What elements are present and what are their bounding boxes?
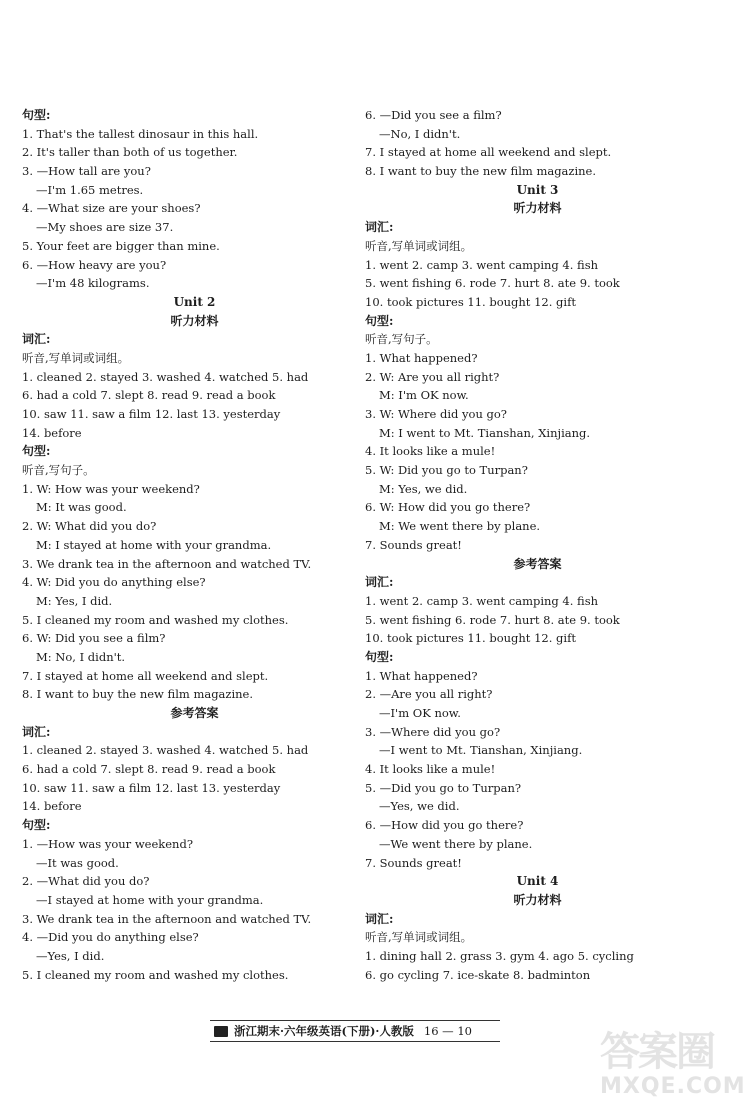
text-line: 2. W: Are you all right? — [365, 369, 500, 384]
text-line: 4. —Did you do anything else? — [22, 930, 199, 945]
text-line: 听音,写单词或词组。 — [365, 238, 473, 253]
text-line: 1. What happened? — [365, 668, 478, 683]
text-line: M: It was good. — [36, 500, 127, 515]
subsection-label: 词汇: — [365, 911, 394, 926]
text-line: 4. W: Did you do anything else? — [22, 575, 206, 590]
subsection-label: 词汇: — [365, 220, 394, 235]
text-line: 5. W: Did you go to Turpan? — [365, 463, 528, 478]
text-line: 3. We drank tea in the afternoon and watched TV. — [22, 556, 312, 571]
text-line: 听音,写单词或词组。 — [365, 930, 473, 945]
text-line: 1. W: How was your weekend? — [22, 481, 200, 496]
text-line: 14. before — [22, 799, 82, 814]
text-line: 10. took pictures 11. bought 12. gift — [365, 294, 576, 309]
text-line: M: No, I didn't. — [36, 649, 126, 664]
subsection-label: 词汇: — [22, 332, 51, 347]
text-line: 4. It looks like a mule! — [365, 762, 496, 777]
subsection-label: 句型: — [22, 444, 51, 459]
text-line: 5. Your feet are bigger than mine. — [22, 238, 220, 253]
text-line: 3. —How tall are you? — [22, 164, 151, 179]
text-line: —Yes, we did. — [379, 799, 460, 814]
text-line: —It was good. — [36, 855, 119, 870]
subsection-label: 句型: — [22, 108, 51, 122]
section-heading: Unit 4 — [516, 874, 559, 889]
text-line: 3. W: Where did you go? — [365, 407, 507, 421]
text-line: 5. —Did you go to Turpan? — [365, 780, 522, 795]
subsection-label: 句型: — [365, 649, 394, 664]
text-line: —No, I didn't. — [379, 126, 461, 141]
text-line: 6. W: How did you go there? — [365, 500, 531, 515]
text-line: —I stayed at home with your grandma. — [36, 892, 264, 907]
subsection-label: 词汇: — [22, 724, 51, 739]
text-line: 4. —What size are your shoes? — [22, 201, 201, 216]
text-line: 2. W: What did you do? — [22, 519, 157, 534]
section-heading: Unit 2 — [173, 294, 216, 309]
section-heading: 听力材料 — [513, 201, 562, 216]
text-line: —Yes, I did. — [36, 948, 105, 963]
watermark — [600, 1029, 746, 1110]
text-line: 1. —How was your weekend? — [22, 836, 193, 851]
text-line: 听音,写句子。 — [22, 463, 95, 478]
text-line: 6. go cycling 7. ice-skate 8. badminton — [365, 967, 591, 982]
section-heading: 参考答案 — [513, 556, 562, 571]
text-line: M: I stayed at home with your grandma. — [36, 537, 272, 552]
text-line: —I'm 1.65 metres. — [36, 182, 144, 197]
subsection-label: 词汇: — [365, 575, 394, 590]
text-line: 6. had a cold 7. slept 8. read 9. read a book — [22, 762, 276, 777]
text-line: 4. It looks like a mule! — [365, 444, 496, 459]
section-heading: 听力材料 — [513, 892, 562, 907]
text-line: 7. I stayed at home all weekend and slept. — [22, 668, 269, 683]
text-line: 10. saw 11. saw a film 12. last 13. yesterday — [22, 407, 281, 421]
subsection-label: 句型: — [22, 818, 51, 833]
text-line: 1. went 2. camp 3. went camping 4. fish — [365, 593, 599, 608]
footer-title: 浙江期末·六年级英语(下册)·人教版 — [234, 1024, 414, 1038]
text-line: 听音,写句子。 — [365, 332, 438, 347]
text-line: —I'm 48 kilograms. — [36, 276, 150, 291]
text-line: 1. cleaned 2. stayed 3. washed 4. watched 5. had — [22, 369, 309, 384]
text-line: 3. —Where did you go? — [365, 724, 501, 739]
left-column — [22, 106, 367, 984]
page-footer — [210, 1020, 500, 1042]
watermark-url: MXQE.COM — [600, 1074, 746, 1099]
text-line: —I went to Mt. Tianshan, Xinjiang. — [379, 743, 583, 758]
text-line: 14. before — [22, 425, 82, 440]
text-line: 10. saw 11. saw a film 12. last 13. yesterday — [22, 780, 281, 795]
text-line: 7. I stayed at home all weekend and slept. — [365, 145, 612, 160]
text-line: 5. went fishing 6. rode 7. hurt 8. ate 9. took — [365, 612, 620, 627]
subsection-label: 句型: — [365, 313, 394, 328]
section-heading: 听力材料 — [170, 313, 219, 328]
text-line: 5. went fishing 6. rode 7. hurt 8. ate 9. took — [365, 276, 620, 291]
book-icon — [214, 1026, 228, 1037]
section-heading: 参考答案 — [170, 706, 219, 720]
text-line: 6. had a cold 7. slept 8. read 9. read a book — [22, 388, 276, 403]
text-line: 6. W: Did you see a film? — [22, 631, 166, 646]
text-line: 6. —Did you see a film? — [365, 108, 502, 122]
text-line: M: We went there by plane. — [379, 519, 541, 534]
text-line: 1. dining hall 2. grass 3. gym 4. ago 5. cycling — [365, 948, 634, 963]
text-line: 2. It's taller than both of us together. — [22, 145, 238, 160]
text-line: 7. Sounds great! — [365, 855, 462, 870]
text-line: 1. What happened? — [365, 350, 478, 365]
text-line: M: I went to Mt. Tianshan, Xinjiang. — [379, 425, 591, 440]
watermark-text: 答案圈 — [600, 1029, 714, 1075]
section-heading: Unit 3 — [516, 182, 559, 197]
text-line: 6. —How did you go there? — [365, 818, 524, 833]
text-line: 5. I cleaned my room and washed my clothes. — [22, 967, 289, 982]
text-line: 5. I cleaned my room and washed my clothes. — [22, 612, 289, 627]
text-line: 3. We drank tea in the afternoon and watched TV. — [22, 911, 312, 926]
page-number: 16 — 10 — [423, 1024, 472, 1038]
text-line: —We went there by plane. — [379, 836, 533, 851]
text-line: 听音,写单词或词组。 — [22, 350, 130, 365]
text-line: 8. I want to buy the new film magazine. — [365, 164, 597, 179]
text-line: 8. I want to buy the new film magazine. — [22, 687, 254, 702]
text-line: M: Yes, we did. — [379, 481, 468, 496]
text-line: 1. That's the tallest dinosaur in this hall. — [22, 126, 259, 141]
text-line: 1. cleaned 2. stayed 3. washed 4. watched 5. had — [22, 743, 309, 758]
right-column — [365, 106, 710, 984]
text-line: 10. took pictures 11. bought 12. gift — [365, 631, 576, 646]
text-line: 2. —Are you all right? — [365, 687, 493, 702]
text-line: M: I'm OK now. — [379, 388, 469, 403]
text-line: 7. Sounds great! — [365, 537, 462, 552]
text-line: 1. went 2. camp 3. went camping 4. fish — [365, 257, 599, 272]
text-line: —My shoes are size 37. — [36, 220, 174, 235]
text-line: M: Yes, I did. — [36, 593, 113, 608]
text-line: 6. —How heavy are you? — [22, 257, 167, 272]
text-line: 2. —What did you do? — [22, 874, 150, 889]
text-line: —I'm OK now. — [379, 706, 461, 720]
